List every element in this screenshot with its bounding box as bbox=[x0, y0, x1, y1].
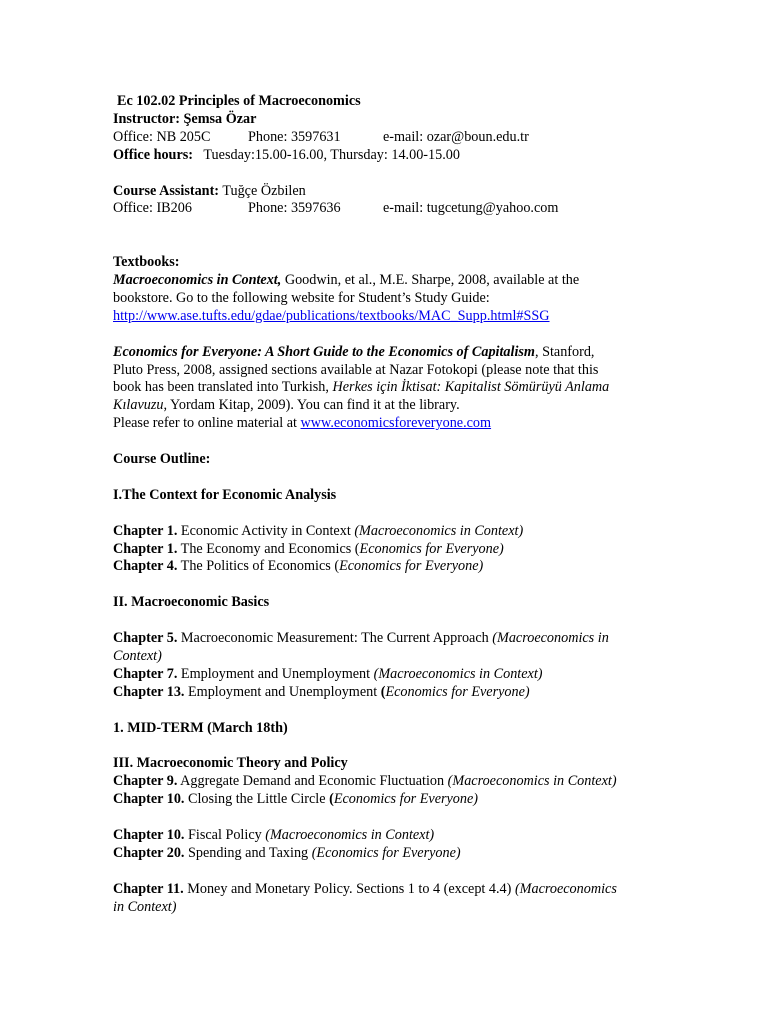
online-material-line: Please refer to online material at www.economicsforeveryone.com bbox=[113, 415, 492, 432]
study-guide-link[interactable]: http://www.ase.tufts.edu/gdae/publications/textbooks/MAC_Supp.html#SSG bbox=[113, 307, 550, 324]
instructor-contact-line: Office: NB 205C Phone: 3597631 e-mail: ozar@boun.edu.tr bbox=[113, 128, 529, 145]
textbooks-heading: Textbooks: bbox=[113, 254, 180, 271]
section-1-heading: I.The Context for Economic Analysis bbox=[113, 486, 337, 503]
course-outline-heading: Course Outline: bbox=[113, 451, 211, 468]
section-2-heading: II. Macroeconomic Basics bbox=[113, 594, 270, 611]
chapter-line-continued: in Context) bbox=[113, 898, 177, 915]
chapter-line: Chapter 20. Spending and Taxing (Economics for Everyone) bbox=[113, 844, 461, 861]
textbook-2-line4: Kılavuzu, Yordam Kitap, 2009). You can find it at the library. bbox=[113, 397, 460, 414]
instructor-line: Instructor: Şemsa Özar bbox=[113, 110, 257, 127]
chapter-line: Chapter 5. Macroeconomic Measurement: The Current Approach (Macroeconomics in bbox=[113, 630, 609, 647]
study-guide-link-line bbox=[113, 308, 633, 326]
chapter-line: Chapter 1. The Economy and Economics (Economics for Everyone) bbox=[113, 540, 504, 557]
chapter-line-continued: Context) bbox=[113, 647, 162, 664]
midterm-heading: 1. MID-TERM (March 18th) bbox=[113, 719, 288, 736]
economics-for-everyone-link[interactable]: www.economicsforeveryone.com bbox=[300, 415, 492, 432]
chapter-line: Chapter 9. Aggregate Demand and Economic Fluctuation (Macroeconomics in Context) bbox=[113, 773, 617, 790]
textbook-2: Economics for Everyone: A Short Guide to the Economics of Capitalism, Stanford, bbox=[113, 343, 595, 360]
textbook-1: Macroeconomics in Context, Goodwin, et al., M.E. Sharpe, 2008, available at the bbox=[113, 272, 580, 289]
textbook-2-line2: Pluto Press, 2008, assigned sections available at Nazar Fotokopi (please note that this bbox=[113, 361, 599, 378]
course-title: Ec 102.02 Principles of Macroeconomics bbox=[117, 93, 361, 109]
chapter-line: Chapter 11. Money and Monetary Policy. Sections 1 to 4 (except 4.4) (Macroeconomics bbox=[113, 880, 617, 897]
assistant-contact-line: Office: IB206 Phone: 3597636 e-mail: tugcetung@yahoo.com bbox=[113, 200, 559, 217]
chapter-line: Chapter 7. Employment and Unemployment (Macroeconomics in Context) bbox=[113, 665, 543, 682]
chapter-line: Chapter 10. Closing the Little Circle (Economics for Everyone) bbox=[113, 791, 479, 808]
chapter-line: Chapter 4. The Politics of Economics (Economics for Everyone) bbox=[113, 558, 484, 575]
assistant-line: Course Assistant: Tuğçe Özbilen bbox=[113, 182, 306, 199]
chapter-line: Chapter 10. Fiscal Policy (Macroeconomics in Context) bbox=[113, 826, 435, 843]
syllabus-content bbox=[113, 93, 633, 916]
chapter-line: Chapter 13. Employment and Unemployment (Economics for Everyone) bbox=[113, 683, 530, 700]
textbook-2-line3: book has been translated into Turkish, Herkes için İktisat: Kapitalist Sömürüyü Anlama bbox=[113, 379, 610, 396]
office-hours-line: Office hours: Tuesday:15.00-16.00, Thursday: 14.00-15.00 bbox=[113, 146, 460, 163]
chapter-line: Chapter 1. Economic Activity in Context (Macroeconomics in Context) bbox=[113, 522, 524, 539]
section-3-heading: III. Macroeconomic Theory and Policy bbox=[113, 755, 348, 772]
textbook-1-line2: bookstore. Go to the following website for Student’s Study Guide: bbox=[113, 289, 490, 306]
